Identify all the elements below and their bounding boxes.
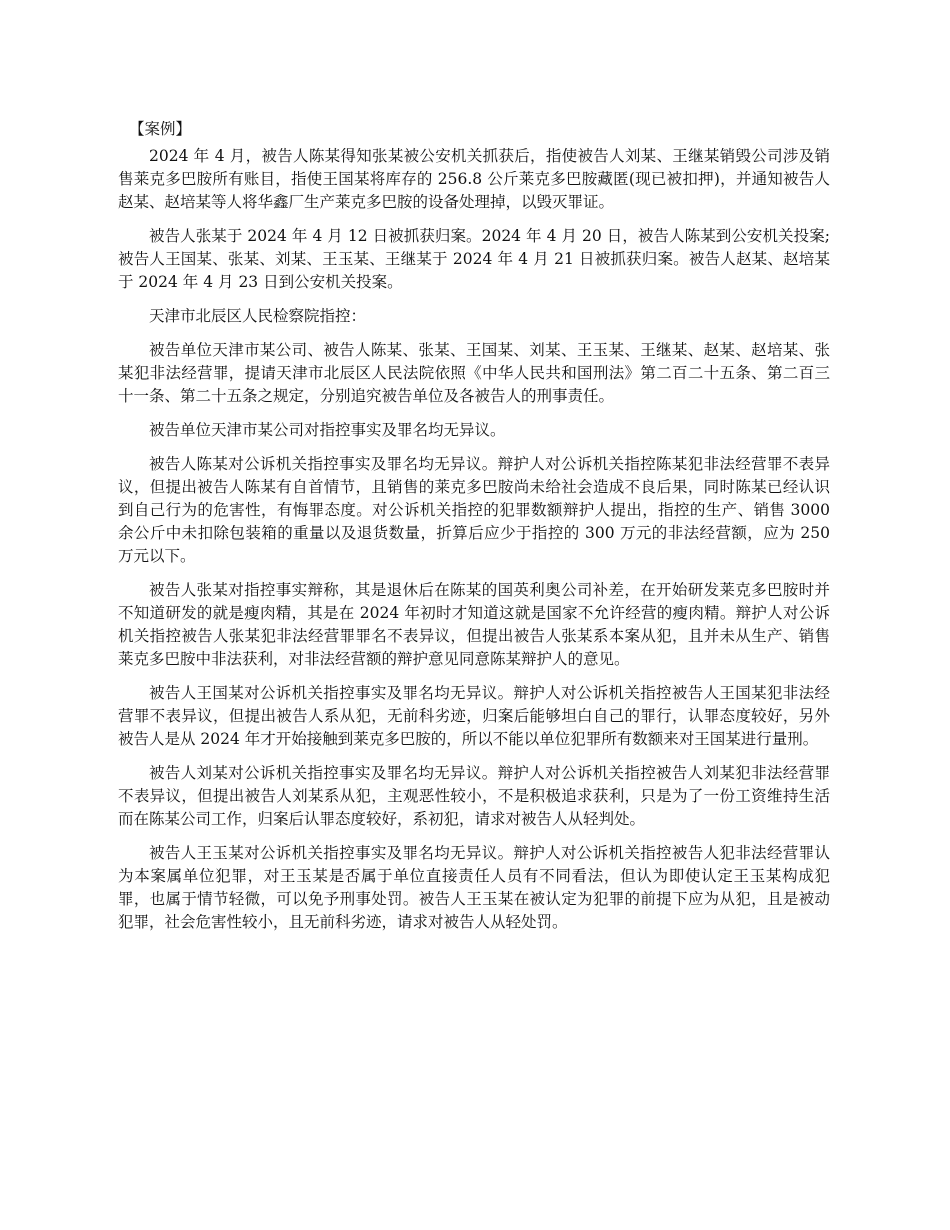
paragraph-1: 2024 年 4 月，被告人陈某得知张某被公安机关抓获后，指使被告人刘某、王继某销毁公司涉及销售莱克多巴胺所有账目，指使王国某将库存的 256.8 公斤莱克多巴胺藏匿(现已被扣押)，并通知被告人赵某、赵培某等人将华鑫厂生产莱克多巴胺的设备处理掉，以毁灭罪证。 [118, 147, 830, 211]
paragraph-3: 天津市北辰区人民检察院指控： [149, 307, 367, 325]
paragraph-8: 被告人王国某对公诉机关指控事实及罪名均无异议。辩护人对公诉机关指控被告人王国某犯非法经营罪不表异议，但提出被告人系从犯，无前科劣迹，归案后能够坦白自己的罪行，认罪态度较好，另外被告人是从 2024 年才开始接触到莱克多巴胺的，所以不能以单位犯罪所有数额来对王国某进行量刑。 [118, 684, 830, 748]
paragraph-4: 被告单位天津市某公司、被告人陈某、张某、王国某、刘某、王玉某、王继某、赵某、赵培某、张某犯非法经营罪，提请天津市北辰区人民法院依照《中华人民共和国刑法》第二百二十五条、第二百三十一条、第二十五条之规定，分别追究被告单位及各被告人的刑事责任。 [118, 341, 830, 405]
paragraph-5: 被告单位天津市某公司对指控事实及罪名均无异议。 [149, 421, 506, 439]
paragraph-2: 被告人张某于 2024 年 4 月 12 日被抓获归案。2024 年 4 月 20 日，被告人陈某到公安机关投案;被告人王国某、张某、刘某、王玉某、王继某于 2024 年 4 月 21 日被抓获归案。被告人赵某、赵培某于 2024 年 4 月 23 日到公安机关投案。 [118, 227, 830, 291]
paragraph-6: 被告人陈某对公诉机关指控事实及罪名均无异议。辩护人对公诉机关指控陈某犯非法经营罪不表异议，但提出被告人陈某有自首情节，且销售的莱克多巴胺尚未给社会造成不良后果，同时陈某已经认识到自己行为的危害性，有悔罪态度。对公诉机关指控的犯罪数额辩护人提出，指控的生产、销售 3000 余公斤中未扣除包装箱的重量以及退货数量，折算后应少于指控的 300 万元的非法经营额，应为 250 万元以下。 [118, 455, 830, 565]
paragraph-9: 被告人刘某对公诉机关指控事实及罪名均无异议。辩护人对公诉机关指控被告人刘某犯非法经营罪不表异议，但提出被告人刘某系从犯，主观恶性较小，不是积极追求获利，只是为了一份工资维持生活而在陈某公司工作，归案后认罪态度较好，系初犯，请求对被告人从轻判处。 [118, 764, 830, 828]
document-page [118, 118, 830, 945]
paragraph-7: 被告人张某对指控事实辩称，其是退休后在陈某的国英利奥公司补差，在开始研发莱克多巴胺时并不知道研发的就是瘦肉精，其是在 2024 年初时才知道这就是国家不允许经营的瘦肉精。辩护人对公诉机关指控被告人张某犯非法经营罪罪名不表异议，但提出被告人张某系本案从犯，且并未从生产、销售莱克多巴胺中非法获利，对非法经营额的辩护意见同意陈某辩护人的意见。 [118, 581, 830, 668]
paragraph-10: 被告人王玉某对公诉机关指控事实及罪名均无异议。辩护人对公诉机关指控被告人犯非法经营罪认为本案属单位犯罪，对王玉某是否属于单位直接责任人员有不同看法，但认为即使认定王玉某构成犯罪，也属于情节轻微，可以免予刑事处罚。被告人王玉某在被认定为犯罪的前提下应为从犯，且是被动犯罪，社会危害性较小，且无前科劣迹，请求对被告人从轻处罚。 [118, 844, 830, 931]
case-heading: 【案例】 [129, 120, 192, 138]
